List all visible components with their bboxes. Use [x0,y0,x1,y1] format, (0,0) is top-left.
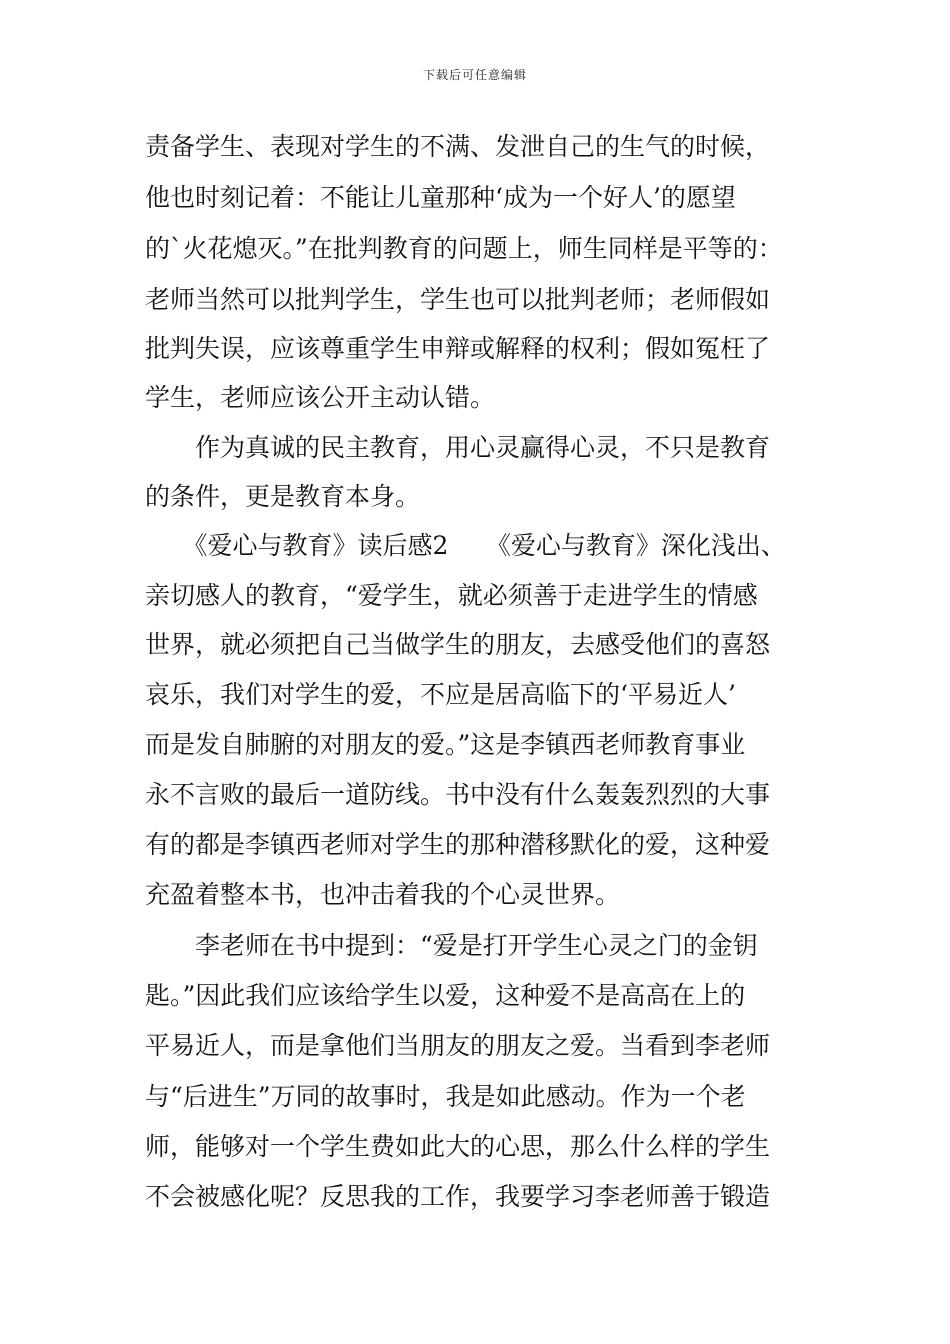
text-line: 不会被感化呢？反思我的工作，我要学习李老师善于锻造 [145,1182,771,1211]
text-line: 匙。”因此我们应该给学生以爱，这种爱不是高高在上的 [145,981,746,1010]
text-line: 与“后进生”万同的故事时，我是如此感动。作为一个老 [145,1082,746,1111]
text-line: 而是发自肺腑的对朋友的爱。”这是李镇西老师教育事业 [145,730,746,759]
text-line: 的`火花熄灭。”在批判教育的问题上，师生同样是平等的： [145,234,783,263]
text-line: 《爱心与教育》读后感2 《爱心与教育》深化浅出、 [145,531,786,560]
page-header: 下载后可任意编辑 [422,68,527,82]
text-line: 学生，老师应该公开主动认错。 [145,383,496,412]
text-line: 充盈着整本书，也冲击着我的个心灵世界。 [145,880,621,909]
text-line: 哀乐，我们对学生的爱，不应是居高临下的‘平易近人’ [145,680,736,709]
text-line: 责备学生、表现对学生的不满、发泄自己的生气的时候， [145,132,771,161]
text-line: 的条件，更是教育本身。 [145,482,421,511]
text-line: 亲切感人的教育，“爱学生，就必须善于走进学生的情感 [145,581,758,610]
text-line: 李老师在书中提到：“爱是打开学生心灵之门的金钥 [145,931,758,960]
text-line: 师，能够对一个学生费如此大的心思，那么什么样的学生 [145,1132,771,1161]
text-line: 平易近人，而是拿他们当朋友的朋友之爱。当看到李老师 [145,1031,771,1060]
text-line: 他也时刻记着：不能让儿童那种‘成为一个好人’的愿望 [145,183,736,212]
text-line: 作为真诚的民主教育，用心灵赢得心灵，不只是教育 [145,433,771,462]
text-line: 批判失误，应该尊重学生申辩或解释的权利；假如冤枉了 [145,334,771,363]
text-line: 世界，就必须把自己当做学生的朋友，去感受他们的喜怒 [145,630,771,659]
text-line: 老师当然可以批判学生，学生也可以批判老师；老师假如 [145,285,771,314]
text-line: 有的都是李镇西老师对学生的那种潜移默化的爱，这种爱 [145,830,771,859]
text-line: 永不言败的最后一道防线。书中没有什么轰轰烈烈的大事 [145,780,771,809]
